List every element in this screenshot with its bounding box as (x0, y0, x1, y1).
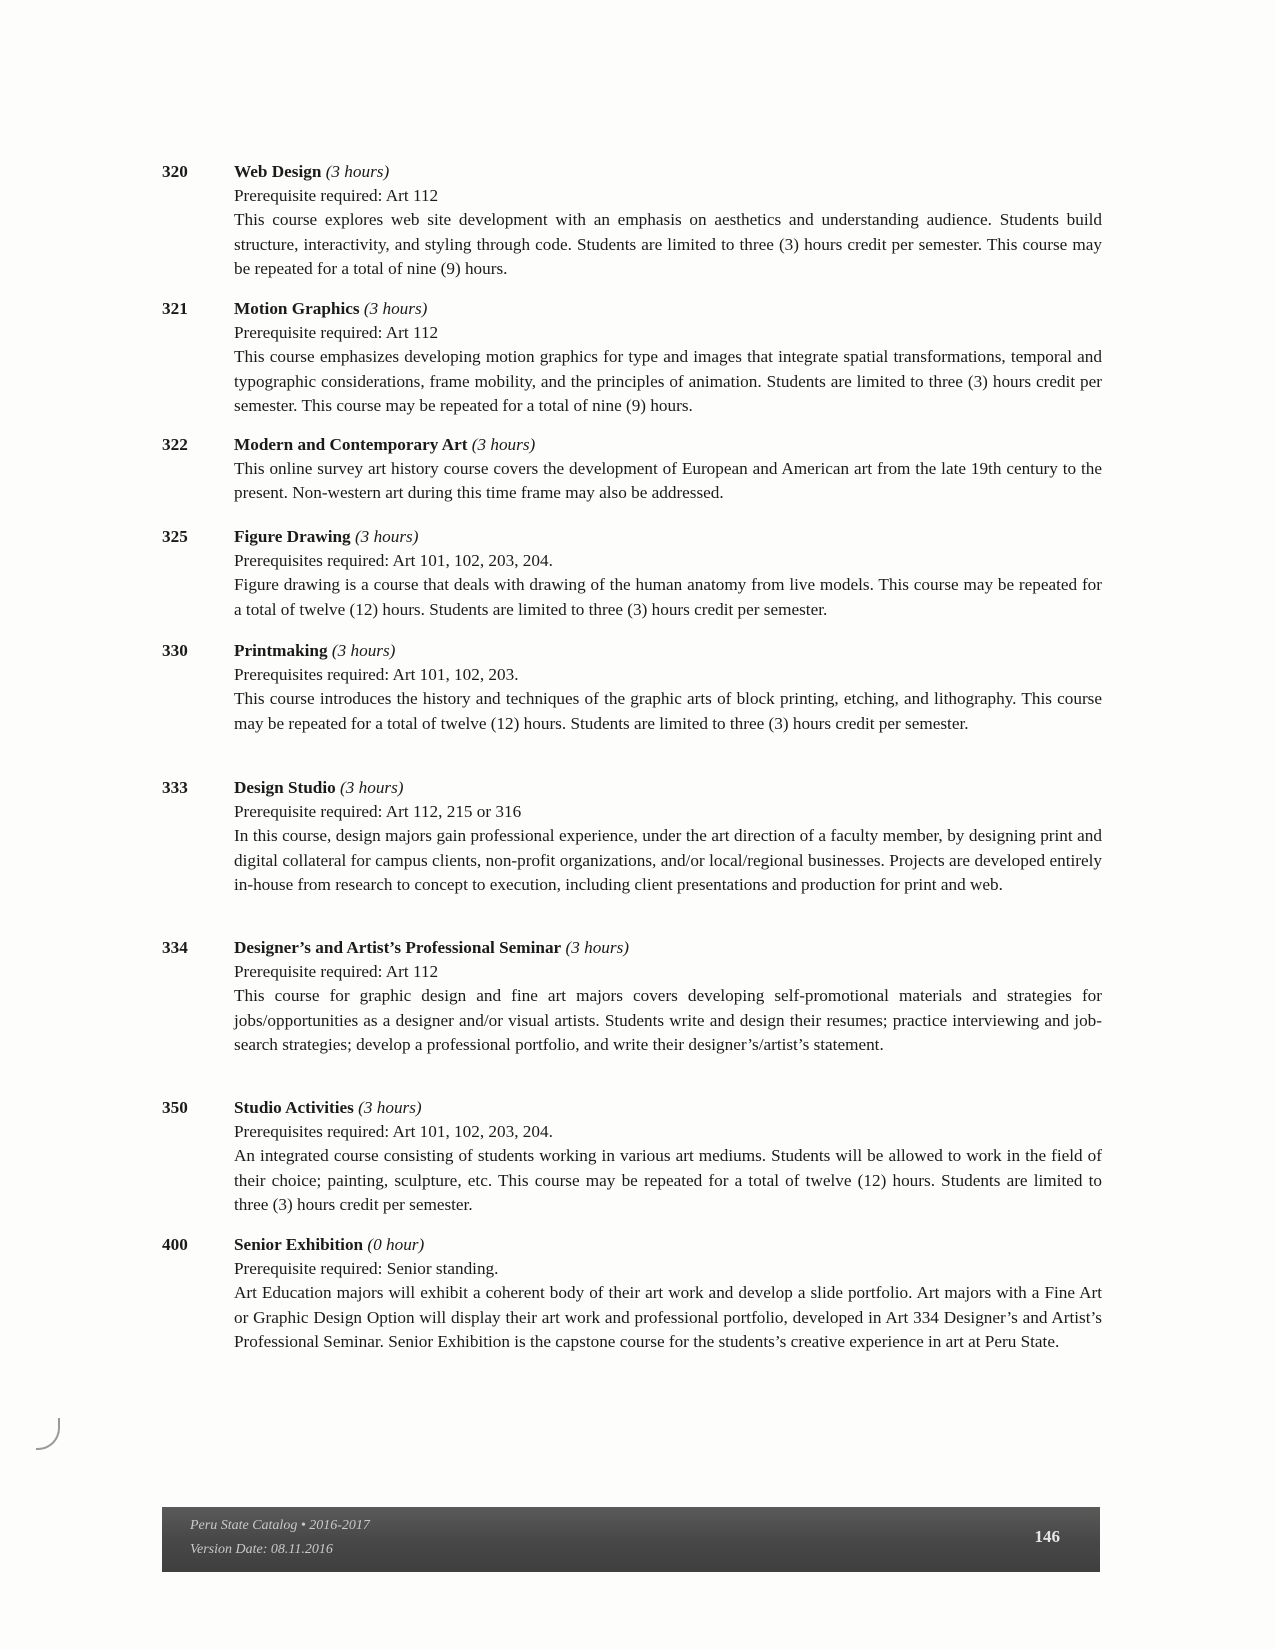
scan-artifact-mark (36, 1418, 60, 1450)
course-description: In this course, design majors gain professional experience, under the art direction of a faculty member, by designing print and digital collateral for campus clients, non-profit organizations, and/or local/regional businesses. Projects are developed entirely in-house from research to concept to execution, including client presentations and production for print and web. (234, 826, 1102, 894)
course-334 (162, 936, 1102, 1057)
course-hours: (3 hours) (325, 162, 390, 181)
course-330 (162, 639, 1102, 736)
course-title-line (234, 297, 1102, 321)
course-322 (162, 433, 1102, 506)
course-hours: (0 hour) (367, 1235, 425, 1254)
course-325 (162, 525, 1102, 622)
course-number: 334 (162, 938, 188, 957)
course-title-line (234, 776, 1102, 800)
course-prerequisite: Prerequisite required: Art 112 (234, 323, 439, 343)
course-title-line (234, 1096, 1102, 1120)
course-title-line (234, 433, 1102, 457)
course-prerequisite: Prerequisites required: Art 101, 102, 203, 204. (234, 1122, 553, 1142)
course-title-line (234, 525, 1102, 549)
course-320 (162, 160, 1102, 281)
course-title-line (234, 936, 1102, 960)
course-hours: (3 hours) (354, 527, 419, 546)
course-hours: (3 hours) (565, 938, 629, 957)
course-350 (162, 1096, 1102, 1217)
course-description: This course explores web site development with an emphasis on aesthetics and understanding audience. Students build structure, interactivity, and styling through code. Students are limited to three (3) hours credit per semester. This course may be repeated for a total of nine (9) hours. (234, 210, 1102, 278)
course-description: This course for graphic design and fine art majors covers developing self-promotional materials and strategies for jobs/opportunities as a designer and/or visual artists. Students write and design their resumes; practice interviewing and job-search strategies; develop a professional portfolio, and write their designer’s/artist’s statement. (234, 986, 1102, 1054)
course-description: Figure drawing is a course that deals with drawing of the human anatomy from live models. This course may be repeated for a total of twelve (12) hours. Students are limited to three (3) hours credit per semester. (234, 575, 1102, 619)
course-title: Figure Drawing (234, 527, 351, 546)
course-number: 325 (162, 527, 188, 546)
page-number: 146 (1034, 1527, 1060, 1546)
page-footer (162, 1507, 1100, 1572)
course-333 (162, 776, 1102, 897)
course-400 (162, 1233, 1102, 1354)
course-hours: (3 hours) (363, 299, 428, 318)
course-hours: (3 hours) (340, 778, 404, 797)
course-hours: (3 hours) (358, 1098, 422, 1117)
course-title: Studio Activities (234, 1098, 354, 1117)
course-title-line (234, 639, 1102, 663)
course-321 (162, 297, 1102, 418)
course-title: Designer’s and Artist’s Professional Seminar (234, 938, 562, 957)
course-title: Senior Exhibition (234, 1235, 364, 1254)
course-description: This online survey art history course covers the development of European and American art from the late 19th century to the present. Non-western art during this time frame may also be addressed. (234, 459, 1102, 503)
course-number: 400 (162, 1235, 188, 1254)
course-title: Modern and Contemporary Art (234, 435, 468, 454)
course-number: 320 (162, 162, 188, 181)
course-description: An integrated course consisting of students working in various art mediums. Students will be allowed to work in the field of their choice; painting, sculpture, etc. This course may be repeated for a total of twelve (12) hours. Students are limited to three (3) hours credit per semester. (234, 1146, 1102, 1214)
course-description: Art Education majors will exhibit a coherent body of their art work and develop a slide portfolio. Art majors with a Fine Art or Graphic Design Option will display their art work and professional portfolio, developed in Art 334 Designer’s and Artist’s Professional Seminar. Senior Exhibition is the capstone course for the students’s creative experience in art at Peru State. (234, 1283, 1102, 1351)
course-number: 321 (162, 299, 188, 318)
course-title: Web Design (234, 162, 322, 181)
course-description: This course introduces the history and techniques of the graphic arts of block printing, etching, and lithography. This course may be repeated for a total of twelve (12) hours. Students are limited to three (3) hours credit per semester. (234, 689, 1102, 733)
course-prerequisite: Prerequisites required: Art 101, 102, 203, 204. (234, 551, 553, 571)
course-number: 330 (162, 641, 188, 660)
course-hours: (3 hours) (471, 435, 536, 454)
course-title: Motion Graphics (234, 299, 360, 318)
course-title-line (234, 1233, 1102, 1257)
course-prerequisite: Prerequisite required: Art 112 (234, 186, 439, 206)
course-number: 333 (162, 778, 188, 797)
course-prerequisite: Prerequisites required: Art 101, 102, 203. (234, 665, 519, 685)
course-description: This course emphasizes developing motion graphics for type and images that integrate spatial transformations, temporal and typographic considerations, frame mobility, and the principles of animation. Students are limited to three (3) hours credit per semester. This course may be repeated for a total of nine (9) hours. (234, 347, 1102, 415)
course-prerequisite: Prerequisite required: Art 112 (234, 962, 439, 982)
course-title: Printmaking (234, 641, 328, 660)
footer-catalog-title: Peru State Catalog • 2016-2017 (190, 1518, 370, 1533)
course-prerequisite: Prerequisite required: Art 112, 215 or 316 (234, 802, 522, 822)
course-prerequisite: Prerequisite required: Senior standing. (234, 1259, 499, 1279)
course-number: 350 (162, 1098, 188, 1117)
footer-version-date: Version Date: 08.11.2016 (190, 1542, 333, 1557)
course-title-line (234, 160, 1102, 184)
course-title: Design Studio (234, 778, 336, 797)
course-number: 322 (162, 435, 188, 454)
course-hours: (3 hours) (331, 641, 396, 660)
